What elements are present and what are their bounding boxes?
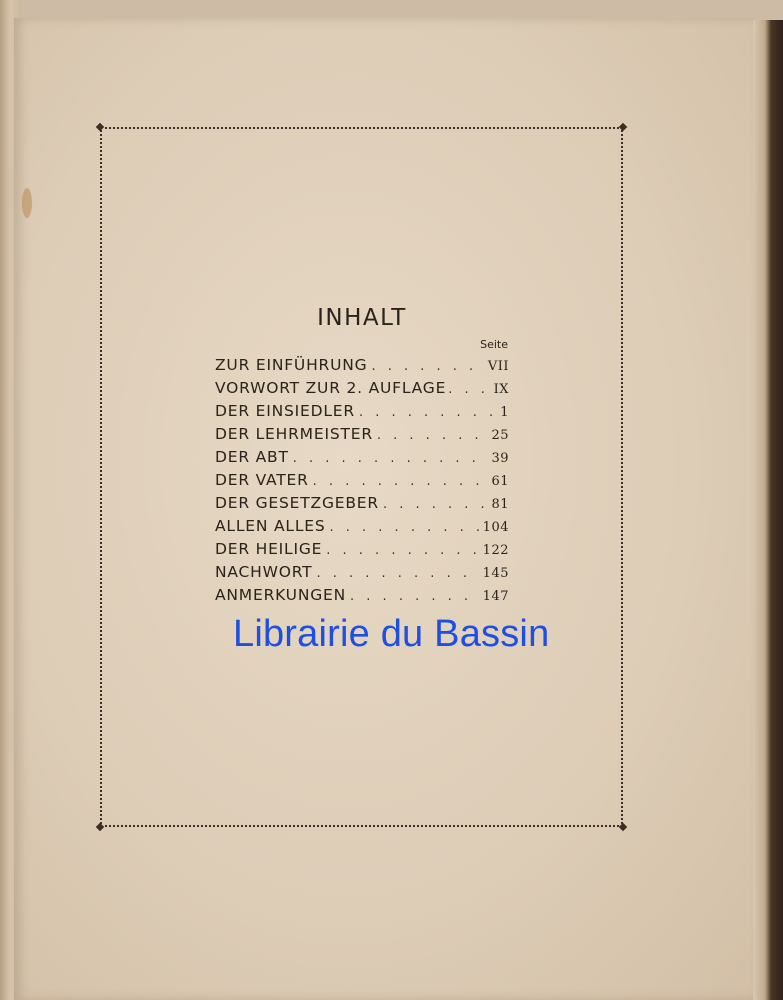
- toc-leader-dots: [316, 566, 478, 581]
- book-cover-edge: [753, 20, 783, 1000]
- toc-leader-dots: [448, 382, 491, 397]
- toc-leader-dots: [313, 474, 488, 489]
- toc-leader-dots: [350, 589, 479, 604]
- page-column-label: Seite: [480, 338, 508, 351]
- table-of-contents: [215, 356, 509, 609]
- toc-entry-label: ALLEN ALLES: [215, 517, 326, 535]
- toc-entry-page: 122: [482, 543, 509, 558]
- toc-entry[interactable]: [215, 517, 509, 540]
- toc-entry[interactable]: [215, 402, 509, 425]
- toc-entry-page: 25: [491, 428, 509, 443]
- toc-leader-dots: [326, 543, 478, 558]
- toc-leader-dots: [359, 405, 496, 420]
- watermark-text: Librairie du Bassin: [233, 613, 550, 655]
- toc-entry-page: VII: [487, 359, 509, 374]
- toc-entry[interactable]: [215, 586, 509, 609]
- toc-entry[interactable]: [215, 563, 509, 586]
- toc-leader-dots: [377, 428, 488, 443]
- toc-entry-label: DER LEHRMEISTER: [215, 425, 373, 443]
- toc-entry-label: ZUR EINFÜHRUNG: [215, 356, 368, 374]
- toc-entry-label: DER GESETZGEBER: [215, 494, 379, 512]
- paper-stain: [22, 188, 32, 218]
- toc-entry[interactable]: [215, 425, 509, 448]
- toc-entry-page: 145: [482, 566, 509, 581]
- toc-entry[interactable]: [215, 356, 509, 379]
- toc-entry-label: VORWORT ZUR 2. AUFLAGE: [215, 379, 447, 397]
- toc-entry-page: 81: [491, 497, 509, 512]
- toc-entry[interactable]: [215, 540, 509, 563]
- toc-leader-dots: [293, 451, 488, 466]
- toc-entry[interactable]: [215, 448, 509, 471]
- toc-entry-page: 104: [482, 520, 509, 535]
- toc-leader-dots: [330, 520, 479, 535]
- toc-entry[interactable]: [215, 471, 509, 494]
- toc-entry-label: DER HEILIGE: [215, 540, 323, 558]
- toc-entry[interactable]: [215, 379, 509, 402]
- toc-entry-label: DER EINSIEDLER: [215, 402, 355, 420]
- toc-entry-page: 61: [491, 474, 509, 489]
- toc-entry-label: DER VATER: [215, 471, 309, 489]
- toc-leader-dots: [383, 497, 488, 512]
- toc-entry-label: NACHWORT: [215, 563, 313, 581]
- toc-entry-page: 1: [500, 405, 509, 420]
- contents-title: INHALT: [317, 305, 407, 331]
- toc-entry-page: 147: [482, 589, 509, 604]
- toc-entry-page: IX: [493, 382, 509, 397]
- toc-entry-label: ANMERKUNGEN: [215, 586, 347, 604]
- toc-entry-page: 39: [491, 451, 509, 466]
- toc-entry[interactable]: [215, 494, 509, 517]
- toc-entry-label: DER ABT: [215, 448, 289, 466]
- toc-leader-dots: [371, 359, 483, 374]
